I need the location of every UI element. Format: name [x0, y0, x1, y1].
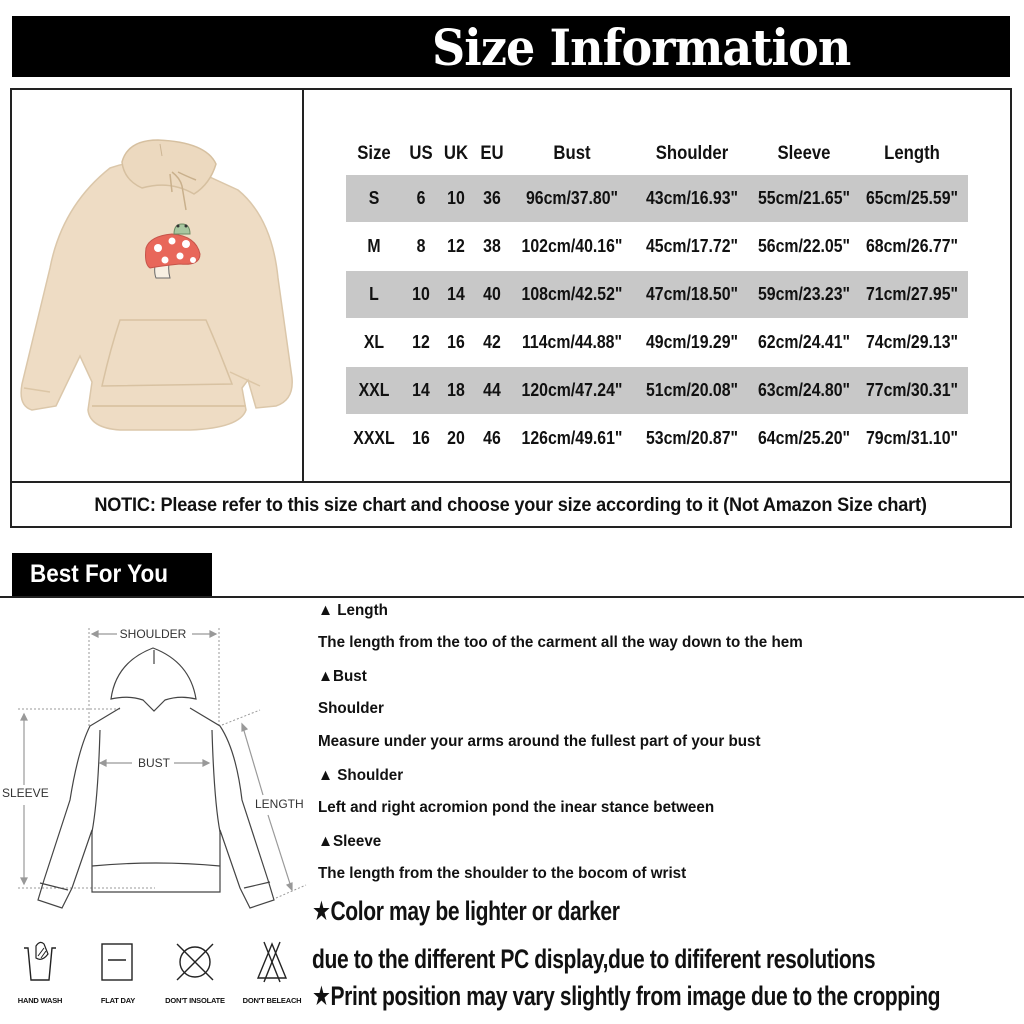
length-heading: ▲ Length [318, 602, 388, 619]
size-cell: S [368, 188, 380, 208]
length-cell: 68cm/26.77" [865, 236, 959, 256]
table-row [346, 367, 968, 414]
length-label: LENGTH [255, 797, 304, 811]
size-cell: XXXL [353, 428, 395, 448]
uk-cell: 16 [447, 332, 465, 352]
color-note: ★Color may be lighter or darker [312, 896, 620, 926]
sleeve-cell: 56cm/22.05" [757, 236, 851, 256]
notice-text: NOTIC: Please refer to this size chart and choose your size according to it (Not Amazon Size chart) [94, 494, 928, 516]
size-cell: M [367, 236, 381, 256]
size-cell: XL [363, 332, 385, 352]
shoulder-cell: 47cm/18.50" [645, 284, 739, 304]
uk-cell: 12 [447, 236, 465, 256]
shoulder-cell: 45cm/17.72" [645, 236, 739, 256]
bust-cell: 96cm/37.80" [525, 188, 619, 208]
table-header-row [346, 130, 968, 177]
care-dont-bleach [237, 940, 307, 1005]
us-cell: 10 [412, 284, 430, 304]
section-title: Best For You [30, 560, 168, 588]
bust-subheading: Shoulder [318, 700, 384, 717]
best-for-you-tab [12, 553, 212, 597]
product-photo [10, 88, 304, 482]
measurement-diagram [0, 600, 310, 920]
table-row [346, 319, 968, 366]
uk-cell: 10 [447, 188, 465, 208]
care-label: DON'T INSOLATE [165, 996, 225, 1005]
do-not-tumble-icon [173, 940, 217, 984]
hoodie-product-image [10, 88, 304, 482]
column-header: Sleeve [777, 143, 831, 164]
eu-cell: 46 [483, 428, 501, 448]
eu-cell: 40 [483, 284, 501, 304]
care-label: HAND WASH [17, 996, 63, 1005]
notice-row [10, 481, 1012, 528]
table-row [346, 415, 968, 462]
bust-heading: ▲Bust [318, 668, 367, 685]
shoulder-cell: 51cm/20.08" [645, 380, 739, 400]
bust-cell: 126cm/49.61" [521, 428, 623, 448]
us-cell: 14 [412, 380, 430, 400]
sleeve-cell: 63cm/24.80" [757, 380, 851, 400]
care-hand-wash [5, 940, 75, 1005]
uk-cell: 14 [447, 284, 465, 304]
bust-label: BUST [137, 756, 171, 770]
us-cell: 16 [412, 428, 430, 448]
table-row [346, 223, 968, 270]
column-header: Shoulder [655, 143, 729, 164]
us-cell: 8 [416, 236, 426, 256]
size-cell: XXL [358, 380, 390, 400]
sleeve-cell: 59cm/23.23" [757, 284, 851, 304]
care-label: DON'T BELEACH [242, 996, 302, 1005]
sleeve-heading: ▲Sleeve [318, 833, 382, 850]
shoulder-cell: 43cm/16.93" [645, 188, 739, 208]
length-cell: 79cm/31.10" [865, 428, 959, 448]
shoulder-heading: ▲ Shoulder [318, 767, 404, 784]
shoulder-cell: 49cm/19.29" [645, 332, 739, 352]
sleeve-cell: 55cm/21.65" [757, 188, 851, 208]
size-cell: L [369, 284, 379, 304]
eu-cell: 38 [483, 236, 501, 256]
flat-dry-icon [98, 940, 138, 984]
length-cell: 77cm/30.31" [865, 380, 959, 400]
title-bar [12, 16, 1010, 77]
column-header: Bust [553, 143, 591, 164]
bust-cell: 114cm/44.88" [521, 332, 622, 352]
column-header: US [409, 143, 433, 164]
page-title: Size Information [432, 18, 851, 77]
care-label: FLAT DAY [100, 996, 136, 1005]
column-header: EU [480, 143, 504, 164]
eu-cell: 44 [483, 380, 501, 400]
us-cell: 6 [416, 188, 426, 208]
us-cell: 12 [412, 332, 430, 352]
uk-cell: 18 [447, 380, 465, 400]
bust-cell: 102cm/40.16" [521, 236, 623, 256]
column-header: UK [443, 143, 469, 164]
eu-cell: 42 [483, 332, 501, 352]
length-description: The length from the too of the carment all the way down to the hem [318, 634, 803, 651]
hand-wash-icon [20, 940, 60, 984]
length-cell: 74cm/29.13" [865, 332, 959, 352]
uk-cell: 20 [447, 428, 465, 448]
column-header: Length [884, 143, 940, 164]
care-dont-insolate [160, 940, 230, 1005]
sleeve-cell: 62cm/24.41" [757, 332, 851, 352]
length-cell: 71cm/27.95" [865, 284, 959, 304]
bust-description: Measure under your arms around the fullest part of your bust [318, 733, 761, 750]
table-row [346, 175, 968, 222]
sleeve-cell: 64cm/25.20" [757, 428, 851, 448]
section-divider [0, 596, 1024, 598]
shoulder-label: SHOULDER [119, 627, 187, 641]
bust-cell: 120cm/47.24" [521, 380, 623, 400]
display-note: due to the different PC display,due to dififerent resolutions [312, 944, 876, 974]
shoulder-cell: 53cm/20.87" [645, 428, 739, 448]
column-header: Size [357, 143, 391, 164]
length-cell: 65cm/25.59" [865, 188, 959, 208]
shoulder-description: Left and right acromion pond the inear stance between [318, 799, 715, 816]
eu-cell: 36 [483, 188, 501, 208]
size-table-cell [304, 88, 1012, 482]
sleeve-description: The length from the shoulder to the bocom of wrist [318, 865, 687, 882]
table-row [346, 271, 968, 318]
bust-cell: 108cm/42.52" [521, 284, 623, 304]
do-not-bleach-icon [252, 940, 292, 984]
sleeve-label: SLEEVE [2, 786, 49, 800]
care-flat-dry [83, 940, 153, 1005]
print-position-note: ★Print position may vary slightly from image due to the cropping [312, 981, 941, 1011]
